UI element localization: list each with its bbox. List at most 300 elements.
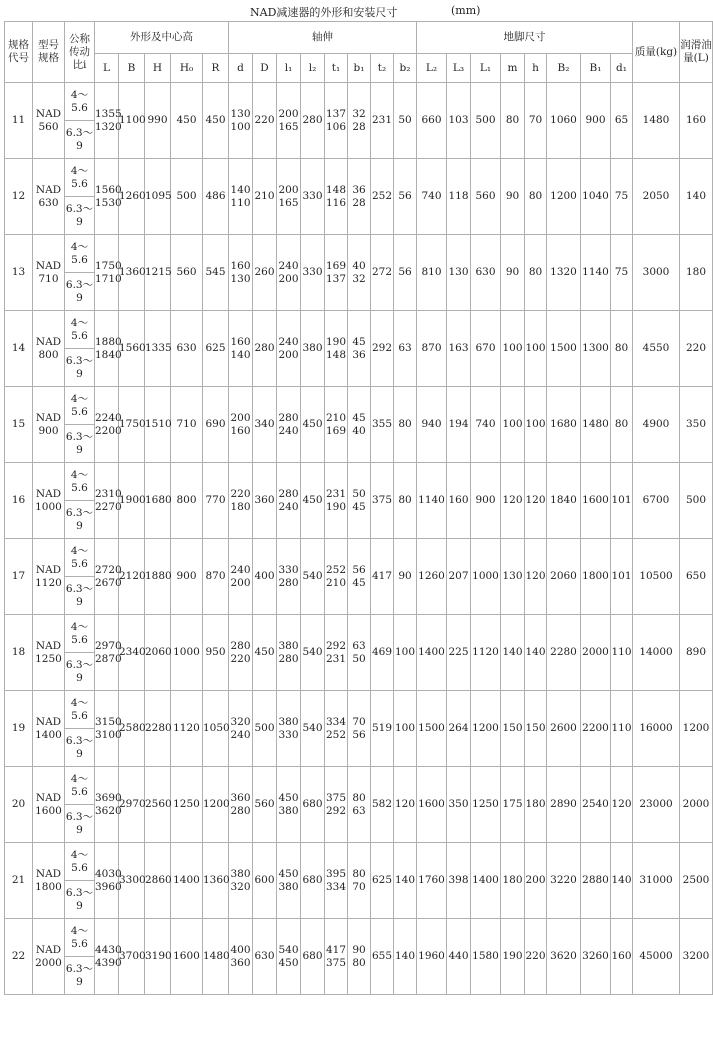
value-cell-B1: 2200 bbox=[581, 691, 611, 767]
value-cell-oil: 890 bbox=[680, 615, 713, 691]
value-cell-d bbox=[229, 843, 253, 919]
value-cell-B: 2120 bbox=[119, 539, 145, 615]
value-t1-bottom: 292 bbox=[325, 804, 347, 817]
value-cell-mass: 4900 bbox=[633, 387, 680, 463]
value-cell-b1 bbox=[348, 767, 371, 843]
value-cell-b1 bbox=[348, 387, 371, 463]
value-L-bottom: 3620 bbox=[95, 804, 122, 817]
value-cell-L bbox=[95, 919, 122, 995]
ratio-top-cell: 4～5.6 bbox=[65, 83, 95, 121]
value-cell-D: 220 bbox=[253, 83, 277, 159]
value-t1-top: 334 bbox=[325, 715, 347, 728]
value-cell-l2: 680 bbox=[301, 767, 325, 843]
value-cell-L2: 1760 bbox=[417, 843, 447, 919]
value-b1-top: 45 bbox=[352, 335, 366, 348]
table-row bbox=[5, 539, 713, 577]
value-l1-top: 380 bbox=[278, 715, 299, 728]
value-cell-b1 bbox=[348, 539, 371, 615]
value-cell-B1: 1040 bbox=[581, 159, 611, 235]
header-col: b₁ bbox=[348, 54, 371, 83]
value-cell-l1 bbox=[277, 235, 301, 311]
value-cell-h: 80 bbox=[525, 159, 547, 235]
value-cell-L2: 810 bbox=[417, 235, 447, 311]
value-cell-D: 450 bbox=[253, 615, 277, 691]
value-cell-H: 1215 bbox=[145, 235, 171, 311]
value-cell-L bbox=[95, 691, 122, 767]
value-cell-H: 1095 bbox=[145, 159, 171, 235]
value-cell-B1: 2000 bbox=[581, 615, 611, 691]
value-cell-L bbox=[95, 843, 122, 919]
value-L-bottom: 1840 bbox=[95, 348, 122, 361]
header-col: D bbox=[253, 54, 277, 83]
value-cell-H: 1510 bbox=[145, 387, 171, 463]
ratio-top-cell: 4～5.6 bbox=[65, 767, 95, 805]
table-row bbox=[5, 311, 713, 349]
value-l1-bottom: 165 bbox=[278, 120, 299, 133]
value-cell-t1 bbox=[325, 463, 348, 539]
value-cell-m: 175 bbox=[501, 767, 525, 843]
value-cell-d1: 110 bbox=[611, 691, 633, 767]
value-cell-R: 1200 bbox=[203, 767, 229, 843]
value-cell-t2: 625 bbox=[371, 843, 394, 919]
header-col: L₂ bbox=[417, 54, 447, 83]
value-cell-l1 bbox=[277, 691, 301, 767]
value-d-top: 160 bbox=[230, 335, 251, 348]
value-cell-L1: 1250 bbox=[471, 767, 501, 843]
value-cell-b2: 63 bbox=[394, 311, 417, 387]
value-cell-l2: 380 bbox=[301, 311, 325, 387]
value-cell-l1 bbox=[277, 311, 301, 387]
value-b1-top: 63 bbox=[352, 639, 366, 652]
spec-code-cell: 12 bbox=[5, 159, 33, 235]
value-b1-top: 32 bbox=[352, 107, 366, 120]
header-col: B bbox=[119, 54, 145, 83]
value-cell-m: 100 bbox=[501, 311, 525, 387]
value-t1-bottom: 116 bbox=[325, 196, 347, 209]
value-t1-top: 417 bbox=[325, 943, 347, 956]
value-cell-d bbox=[229, 691, 253, 767]
model-cell: NAD 1120 bbox=[33, 539, 65, 615]
value-cell-R: 1360 bbox=[203, 843, 229, 919]
value-L-bottom: 2670 bbox=[95, 576, 122, 589]
value-t1-top: 137 bbox=[325, 107, 347, 120]
value-t1-bottom: 210 bbox=[325, 576, 347, 589]
value-l1-bottom: 330 bbox=[278, 728, 299, 741]
ratio-top-cell: 4～5.6 bbox=[65, 235, 95, 273]
value-L-top: 1750 bbox=[95, 259, 122, 272]
value-b1-bottom: 80 bbox=[352, 956, 366, 969]
value-L-bottom: 3100 bbox=[95, 728, 122, 741]
value-cell-L3: 118 bbox=[447, 159, 471, 235]
value-cell-B1: 1300 bbox=[581, 311, 611, 387]
value-l1-bottom: 240 bbox=[278, 424, 299, 437]
value-cell-d bbox=[229, 387, 253, 463]
value-cell-B2: 1060 bbox=[547, 83, 581, 159]
value-cell-m: 90 bbox=[501, 159, 525, 235]
value-cell-mass: 14000 bbox=[633, 615, 680, 691]
value-cell-B: 1750 bbox=[119, 387, 145, 463]
table-row bbox=[5, 83, 713, 121]
value-cell-t1 bbox=[325, 615, 348, 691]
value-cell-t1 bbox=[325, 843, 348, 919]
value-cell-L bbox=[95, 159, 122, 235]
value-cell-t2: 582 bbox=[371, 767, 394, 843]
value-cell-d1: 120 bbox=[611, 767, 633, 843]
value-cell-h: 150 bbox=[525, 691, 547, 767]
value-cell-L3: 194 bbox=[447, 387, 471, 463]
value-L-bottom: 2270 bbox=[95, 500, 122, 513]
value-cell-B1: 1480 bbox=[581, 387, 611, 463]
table-row bbox=[5, 919, 713, 957]
header-outline-group: 外形及中心高 bbox=[95, 22, 229, 54]
value-cell-d1: 75 bbox=[611, 159, 633, 235]
value-cell-b2: 56 bbox=[394, 235, 417, 311]
value-cell-B1: 3260 bbox=[581, 919, 611, 995]
value-cell-d1: 110 bbox=[611, 615, 633, 691]
value-d-top: 320 bbox=[230, 715, 251, 728]
model-cell: NAD 800 bbox=[33, 311, 65, 387]
value-cell-H: 2280 bbox=[145, 691, 171, 767]
value-cell-mass: 6700 bbox=[633, 463, 680, 539]
value-cell-R: 486 bbox=[203, 159, 229, 235]
ratio-top-cell: 4～5.6 bbox=[65, 159, 95, 197]
value-cell-L2: 870 bbox=[417, 311, 447, 387]
value-cell-B2: 2060 bbox=[547, 539, 581, 615]
header-col: h bbox=[525, 54, 547, 83]
value-cell-t2: 469 bbox=[371, 615, 394, 691]
header-col: B₂ bbox=[547, 54, 581, 83]
value-cell-b2: 140 bbox=[394, 919, 417, 995]
value-cell-b1 bbox=[348, 843, 371, 919]
header-mass: 质量(kg) bbox=[633, 22, 680, 83]
value-cell-t1 bbox=[325, 159, 348, 235]
value-cell-L3: 130 bbox=[447, 235, 471, 311]
value-cell-R: 625 bbox=[203, 311, 229, 387]
header-col: H bbox=[145, 54, 171, 83]
value-cell-B2: 1320 bbox=[547, 235, 581, 311]
value-cell-d1: 160 bbox=[611, 919, 633, 995]
spec-code-cell: 19 bbox=[5, 691, 33, 767]
value-b1-top: 90 bbox=[352, 943, 366, 956]
header-col: L₃ bbox=[447, 54, 471, 83]
ratio-bottom-cell: 6.3～9 bbox=[65, 957, 95, 995]
spec-code-cell: 14 bbox=[5, 311, 33, 387]
value-L-top: 1880 bbox=[95, 335, 122, 348]
value-cell-b1 bbox=[348, 691, 371, 767]
value-cell-d bbox=[229, 539, 253, 615]
value-L-top: 1560 bbox=[95, 183, 122, 196]
value-cell-R: 770 bbox=[203, 463, 229, 539]
value-b1-bottom: 70 bbox=[352, 880, 366, 893]
value-cell-L3: 225 bbox=[447, 615, 471, 691]
value-t1-top: 252 bbox=[325, 563, 347, 576]
value-cell-L3: 103 bbox=[447, 83, 471, 159]
value-cell-B: 2970 bbox=[119, 767, 145, 843]
value-t1-bottom: 106 bbox=[325, 120, 347, 133]
value-cell-H: 3190 bbox=[145, 919, 171, 995]
value-cell-H: 990 bbox=[145, 83, 171, 159]
value-d-top: 130 bbox=[230, 107, 251, 120]
value-cell-b2: 80 bbox=[394, 463, 417, 539]
value-cell-d1: 80 bbox=[611, 311, 633, 387]
value-d-bottom: 200 bbox=[230, 576, 251, 589]
value-L-bottom: 1320 bbox=[95, 120, 122, 133]
value-l1-top: 540 bbox=[278, 943, 299, 956]
value-cell-l2: 330 bbox=[301, 235, 325, 311]
value-cell-L1: 1120 bbox=[471, 615, 501, 691]
value-cell-H0: 900 bbox=[171, 539, 203, 615]
value-cell-L1: 630 bbox=[471, 235, 501, 311]
ratio-top-cell: 4～5.6 bbox=[65, 691, 95, 729]
header-col: L₁ bbox=[471, 54, 501, 83]
spec-code-cell: 21 bbox=[5, 843, 33, 919]
header-col: d₁ bbox=[611, 54, 633, 83]
value-b1-bottom: 45 bbox=[352, 576, 366, 589]
value-cell-H0: 1600 bbox=[171, 919, 203, 995]
spec-code-cell: 18 bbox=[5, 615, 33, 691]
value-d-top: 360 bbox=[230, 791, 251, 804]
value-L-bottom: 3960 bbox=[95, 880, 122, 893]
value-cell-b1 bbox=[348, 159, 371, 235]
value-cell-m: 190 bbox=[501, 919, 525, 995]
value-cell-h: 100 bbox=[525, 387, 547, 463]
value-b1-top: 45 bbox=[352, 411, 366, 424]
value-cell-L3: 163 bbox=[447, 311, 471, 387]
value-cell-L1: 560 bbox=[471, 159, 501, 235]
value-cell-m: 150 bbox=[501, 691, 525, 767]
value-b1-top: 56 bbox=[352, 563, 366, 576]
header-oil: 润滑油量(L) bbox=[680, 22, 713, 83]
value-t1-top: 292 bbox=[325, 639, 347, 652]
value-cell-B1: 2540 bbox=[581, 767, 611, 843]
value-cell-l1 bbox=[277, 463, 301, 539]
value-cell-b2: 100 bbox=[394, 691, 417, 767]
value-cell-H: 2560 bbox=[145, 767, 171, 843]
value-cell-d bbox=[229, 919, 253, 995]
header-col: l₁ bbox=[277, 54, 301, 83]
value-cell-H0: 1250 bbox=[171, 767, 203, 843]
value-cell-H0: 500 bbox=[171, 159, 203, 235]
value-cell-L1: 500 bbox=[471, 83, 501, 159]
spec-code-cell: 13 bbox=[5, 235, 33, 311]
model-cell: NAD 710 bbox=[33, 235, 65, 311]
value-L-top: 3150 bbox=[95, 715, 122, 728]
spec-code-cell: 20 bbox=[5, 767, 33, 843]
dimension-table bbox=[4, 21, 713, 995]
value-l1-bottom: 200 bbox=[278, 272, 299, 285]
value-L-bottom: 2200 bbox=[95, 424, 122, 437]
value-cell-h: 140 bbox=[525, 615, 547, 691]
value-b1-top: 80 bbox=[352, 867, 366, 880]
value-cell-L2: 1500 bbox=[417, 691, 447, 767]
value-cell-h: 120 bbox=[525, 539, 547, 615]
value-cell-B2: 2280 bbox=[547, 615, 581, 691]
value-b1-bottom: 36 bbox=[352, 348, 366, 361]
value-cell-D: 340 bbox=[253, 387, 277, 463]
value-cell-oil: 650 bbox=[680, 539, 713, 615]
value-cell-oil: 350 bbox=[680, 387, 713, 463]
value-d-bottom: 320 bbox=[230, 880, 251, 893]
value-l1-top: 280 bbox=[278, 487, 299, 500]
ratio-bottom-cell: 6.3～9 bbox=[65, 501, 95, 539]
value-cell-L3: 398 bbox=[447, 843, 471, 919]
ratio-bottom-cell: 6.3～9 bbox=[65, 805, 95, 843]
value-cell-B2: 1500 bbox=[547, 311, 581, 387]
value-cell-t1 bbox=[325, 387, 348, 463]
header-col: m bbox=[501, 54, 525, 83]
value-b1-bottom: 28 bbox=[352, 196, 366, 209]
value-cell-D: 210 bbox=[253, 159, 277, 235]
value-cell-mass: 4550 bbox=[633, 311, 680, 387]
value-cell-B: 3700 bbox=[119, 919, 145, 995]
value-L-top: 4430 bbox=[95, 943, 122, 956]
value-l1-top: 240 bbox=[278, 259, 299, 272]
value-l1-top: 450 bbox=[278, 791, 299, 804]
value-cell-L2: 1260 bbox=[417, 539, 447, 615]
header-col: t₁ bbox=[325, 54, 348, 83]
value-cell-H: 2860 bbox=[145, 843, 171, 919]
value-cell-B1: 900 bbox=[581, 83, 611, 159]
value-L-bottom: 1530 bbox=[95, 196, 122, 209]
model-cell: NAD 2000 bbox=[33, 919, 65, 995]
header-ratio: 公称传动比i bbox=[65, 22, 95, 83]
header-col: B₁ bbox=[581, 54, 611, 83]
header-col: b₂ bbox=[394, 54, 417, 83]
value-cell-mass: 45000 bbox=[633, 919, 680, 995]
value-cell-m: 100 bbox=[501, 387, 525, 463]
value-d-top: 280 bbox=[230, 639, 251, 652]
value-cell-H0: 1400 bbox=[171, 843, 203, 919]
value-cell-B: 1900 bbox=[119, 463, 145, 539]
value-b1-bottom: 50 bbox=[352, 652, 366, 665]
value-cell-R: 950 bbox=[203, 615, 229, 691]
value-l1-top: 240 bbox=[278, 335, 299, 348]
value-b1-top: 80 bbox=[352, 791, 366, 804]
table-row bbox=[5, 691, 713, 729]
value-l1-top: 200 bbox=[278, 107, 299, 120]
model-cell: NAD 1600 bbox=[33, 767, 65, 843]
value-cell-h: 220 bbox=[525, 919, 547, 995]
value-cell-L1: 1000 bbox=[471, 539, 501, 615]
value-d-top: 160 bbox=[230, 259, 251, 272]
value-cell-b2: 90 bbox=[394, 539, 417, 615]
value-d-top: 380 bbox=[230, 867, 251, 880]
value-cell-l1 bbox=[277, 159, 301, 235]
value-cell-l2: 280 bbox=[301, 83, 325, 159]
value-cell-H0: 800 bbox=[171, 463, 203, 539]
value-cell-mass: 16000 bbox=[633, 691, 680, 767]
value-cell-d1: 101 bbox=[611, 539, 633, 615]
header-col: R bbox=[203, 54, 229, 83]
model-cell: NAD 630 bbox=[33, 159, 65, 235]
value-cell-L2: 660 bbox=[417, 83, 447, 159]
value-d-top: 240 bbox=[230, 563, 251, 576]
value-cell-B2: 1840 bbox=[547, 463, 581, 539]
value-cell-mass: 1480 bbox=[633, 83, 680, 159]
value-l1-bottom: 380 bbox=[278, 804, 299, 817]
value-cell-L3: 440 bbox=[447, 919, 471, 995]
ratio-bottom-cell: 6.3～9 bbox=[65, 349, 95, 387]
value-cell-L bbox=[95, 235, 122, 311]
value-cell-l1 bbox=[277, 843, 301, 919]
value-cell-L1: 1580 bbox=[471, 919, 501, 995]
value-cell-B: 1360 bbox=[119, 235, 145, 311]
value-cell-L2: 1140 bbox=[417, 463, 447, 539]
table-row bbox=[5, 767, 713, 805]
value-L-top: 2240 bbox=[95, 411, 122, 424]
value-cell-B: 1560 bbox=[119, 311, 145, 387]
value-L-bottom: 1710 bbox=[95, 272, 122, 285]
value-cell-B2: 2600 bbox=[547, 691, 581, 767]
value-cell-H: 1680 bbox=[145, 463, 171, 539]
value-cell-H0: 1120 bbox=[171, 691, 203, 767]
value-cell-d1: 140 bbox=[611, 843, 633, 919]
value-d-bottom: 280 bbox=[230, 804, 251, 817]
value-cell-oil: 220 bbox=[680, 311, 713, 387]
model-cell: NAD 1400 bbox=[33, 691, 65, 767]
value-d-top: 200 bbox=[230, 411, 251, 424]
value-cell-D: 400 bbox=[253, 539, 277, 615]
value-cell-d bbox=[229, 159, 253, 235]
value-cell-b2: 80 bbox=[394, 387, 417, 463]
value-cell-L bbox=[95, 539, 122, 615]
value-cell-b2: 56 bbox=[394, 159, 417, 235]
value-d-bottom: 220 bbox=[230, 652, 251, 665]
value-cell-L bbox=[95, 83, 122, 159]
value-cell-B: 2580 bbox=[119, 691, 145, 767]
value-b1-top: 40 bbox=[352, 259, 366, 272]
value-cell-t1 bbox=[325, 83, 348, 159]
value-cell-mass: 2050 bbox=[633, 159, 680, 235]
value-cell-h: 80 bbox=[525, 235, 547, 311]
value-cell-oil: 3200 bbox=[680, 919, 713, 995]
header-col: d bbox=[229, 54, 253, 83]
ratio-top-cell: 4～5.6 bbox=[65, 387, 95, 425]
value-cell-R: 1050 bbox=[203, 691, 229, 767]
value-cell-R: 870 bbox=[203, 539, 229, 615]
value-cell-H0: 450 bbox=[171, 83, 203, 159]
value-cell-l2: 450 bbox=[301, 387, 325, 463]
value-cell-d1: 75 bbox=[611, 235, 633, 311]
value-cell-l1 bbox=[277, 615, 301, 691]
value-cell-H0: 1000 bbox=[171, 615, 203, 691]
value-cell-D: 500 bbox=[253, 691, 277, 767]
spec-code-cell: 22 bbox=[5, 919, 33, 995]
value-d-bottom: 110 bbox=[230, 196, 251, 209]
value-cell-D: 630 bbox=[253, 919, 277, 995]
value-cell-l1 bbox=[277, 387, 301, 463]
value-l1-top: 280 bbox=[278, 411, 299, 424]
value-cell-l1 bbox=[277, 767, 301, 843]
value-cell-b2: 50 bbox=[394, 83, 417, 159]
value-l1-bottom: 380 bbox=[278, 880, 299, 893]
value-cell-oil: 2500 bbox=[680, 843, 713, 919]
value-cell-d1: 101 bbox=[611, 463, 633, 539]
value-cell-L bbox=[95, 387, 122, 463]
value-cell-L2: 940 bbox=[417, 387, 447, 463]
value-l1-bottom: 280 bbox=[278, 576, 299, 589]
value-cell-mass: 3000 bbox=[633, 235, 680, 311]
value-cell-L1: 1200 bbox=[471, 691, 501, 767]
value-cell-t2: 655 bbox=[371, 919, 394, 995]
spec-code-cell: 15 bbox=[5, 387, 33, 463]
model-cell: NAD 560 bbox=[33, 83, 65, 159]
value-L-top: 2310 bbox=[95, 487, 122, 500]
value-l1-top: 450 bbox=[278, 867, 299, 880]
value-cell-L2: 740 bbox=[417, 159, 447, 235]
table-row bbox=[5, 463, 713, 501]
value-b1-bottom: 56 bbox=[352, 728, 366, 741]
